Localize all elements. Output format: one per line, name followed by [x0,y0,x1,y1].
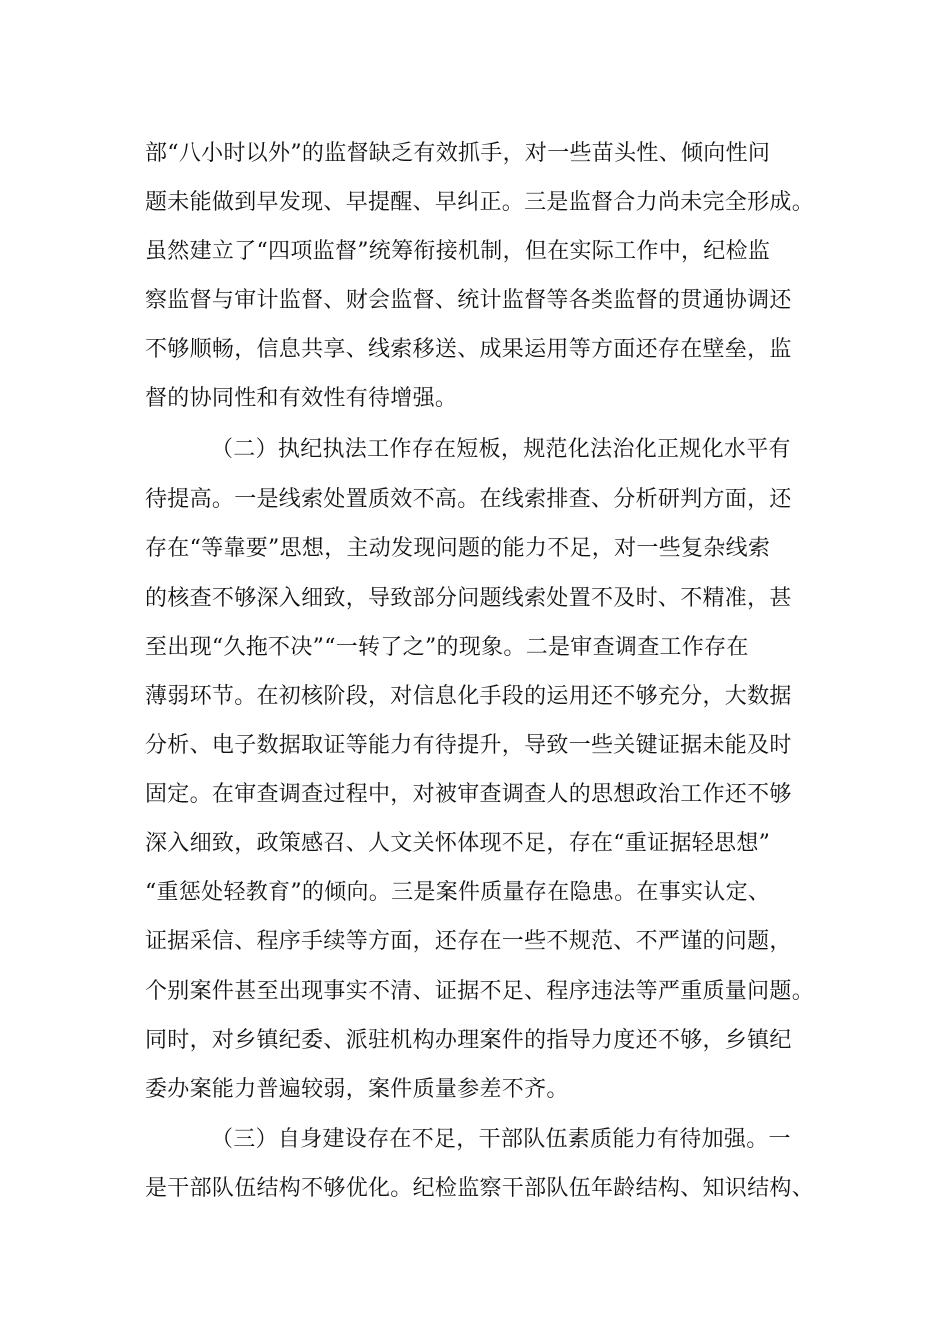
text-line: 个别案件甚至出现事实不清、证据不足、程序违法等严重质量问题。 [145,979,815,1004]
text-line: 深入细致，政策感召、人文关怀体现不足，存在“重证据轻思想” [145,831,771,856]
text-line: 督的协同性和有效性有待增强。 [145,386,458,411]
text-line: 部“八小时以外”的监督缺乏有效抓手，对一些苗头性、倾向性问 [145,141,771,166]
text-line: 虽然建立了“四项监督”统筹衔接机制，但在实际工作中，纪检监 [145,239,771,264]
text-line: 察监督与审计监督、财会监督、统计监督等各类监督的贯通协调还 [145,288,792,313]
text-line: 待提高。一是线索处置质效不高。在线索排查、分析研判方面，还 [145,487,792,512]
text-line: 同时，对乡镇纪委、派驻机构办理案件的指导力度还不够，乡镇纪 [145,1028,792,1053]
text-line: 至出现“久拖不决”“一转了之”的现象。二是审查调查工作存在 [145,635,749,660]
text-line: 不够顺畅，信息共享、线索移送、成果运用等方面还存在壁垒，监 [145,337,792,362]
text-line: 题未能做到早发现、早提醒、早纠正。三是监督合力尚未完全形成。 [145,190,815,215]
text-line: 委办案能力普遍较弱，案件质量参差不齐。 [145,1077,569,1102]
text-line: 薄弱环节。在初核阶段，对信息化手段的运用还不够充分，大数据 [145,684,792,709]
text-line: “重惩处轻教育”的倾向。三是案件质量存在隐患。在事实认定、 [145,880,771,905]
section-heading-3: （三）自身建设存在不足，干部队伍素质能力有待加强。一 [211,1127,791,1152]
text-line: 的核查不够深入细致，导致部分问题线索处置不及时、不精准，甚 [145,586,792,611]
section-heading-2: （二）执纪执法工作存在短板，规范化法治化正规化水平有 [211,437,791,462]
text-line: 是干部队伍结构不够优化。纪检监察干部队伍年龄结构、知识结构、 [145,1176,815,1201]
text-line: 固定。在审查调查过程中，对被审查调查人的思想政治工作还不够 [145,782,792,807]
text-line: 证据采信、程序手续等方面，还存在一些不规范、不严谨的问题， [145,929,792,954]
text-line: 分析、电子数据取证等能力有待提升，导致一些关键证据未能及时 [145,733,792,758]
text-line: 存在“等靠要”思想，主动发现问题的能力不足，对一些复杂线索 [145,536,771,561]
